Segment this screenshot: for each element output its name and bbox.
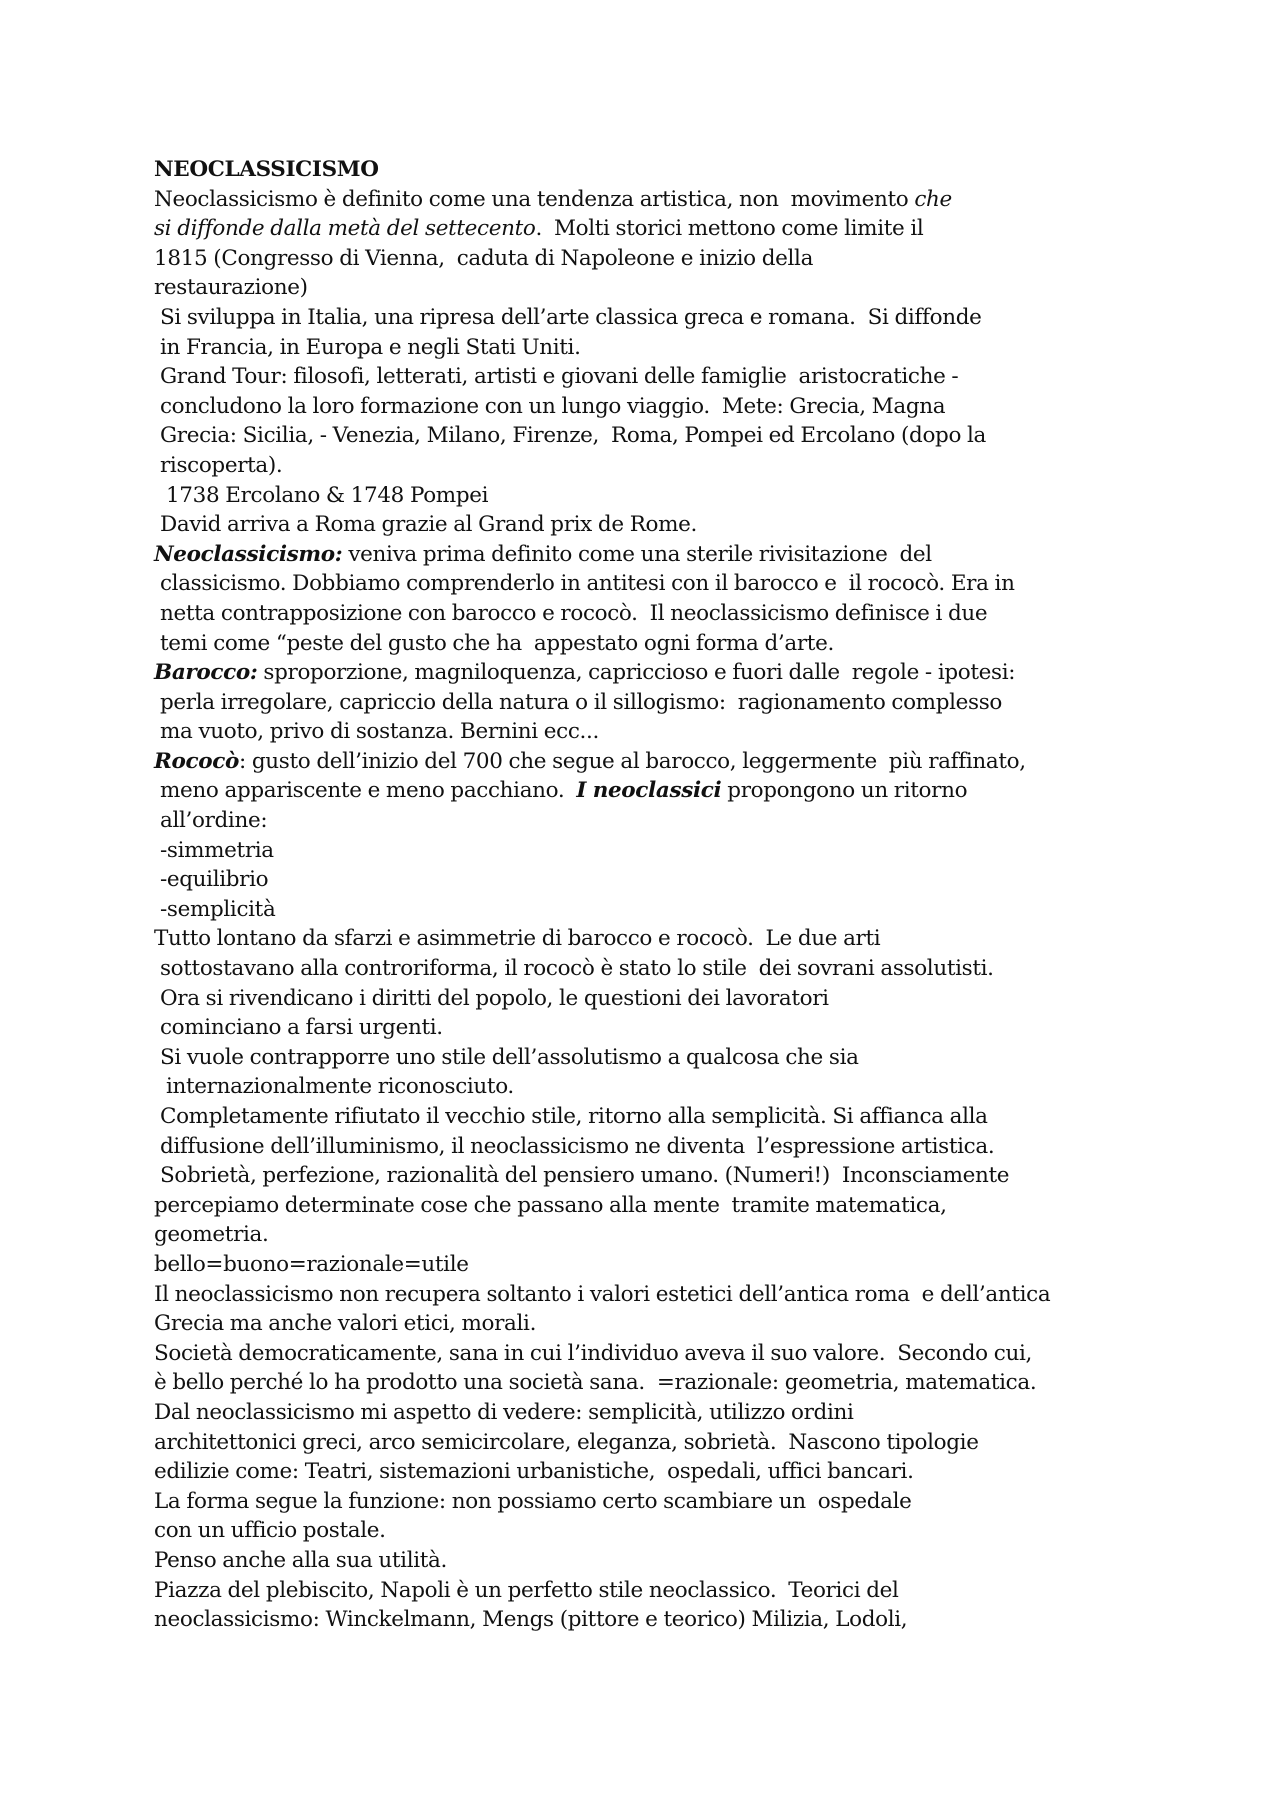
text-line (154, 1013, 1154, 1043)
text-line (154, 1398, 1154, 1428)
text-segment: all’ordine: (154, 808, 268, 834)
text-segment: : gusto dell’inizio del 700 che segue al barocco, leggermente più raffinato, (238, 748, 1026, 774)
text-segment: concludono la loro formazione con un lungo viaggio. Mete: Grecia, Magna (154, 393, 946, 419)
text-line (154, 510, 1154, 540)
text-segment: con un ufficio postale. (154, 1518, 386, 1544)
text-segment: La forma segue la funzione: non possiamo certo scambiare un ospedale (154, 1488, 912, 1514)
text-line (154, 658, 1154, 688)
text-segment: -simmetria (154, 837, 274, 863)
text-segment: geometria. (154, 1222, 269, 1248)
text-line (154, 836, 1154, 866)
emphasized-term: I neoclassici (576, 778, 722, 804)
text-line (154, 392, 1154, 422)
text-line (154, 1309, 1154, 1339)
text-segment: Grand Tour: filosofi, letterati, artisti e giovani delle famiglie aristocratiche - (154, 364, 959, 390)
text-line (154, 451, 1154, 481)
text-line (154, 1043, 1154, 1073)
text-segment: -equilibrio (154, 867, 269, 893)
text-segment: -semplicità (154, 896, 276, 922)
text-segment: 1815 (Congresso di Vienna, caduta di Napoleone e inizio della (154, 245, 814, 271)
text-segment: Ora si rivendicano i diritti del popolo, le questioni dei lavoratori (154, 985, 829, 1011)
text-segment: sproporzione, magniloquenza, capriccioso e fuori dalle regole - ipotesi: (257, 660, 1016, 686)
text-line (154, 1161, 1154, 1191)
text-segment: 1738 Ercolano & 1748 Pompei (154, 482, 489, 508)
text-line (154, 481, 1154, 511)
text-line (154, 1457, 1154, 1487)
text-segment: Il neoclassicismo non recupera soltanto i valori estetici dell’antica roma e dell’antica (154, 1281, 1051, 1307)
text-segment: Grecia ma anche valori etici, morali. (154, 1311, 537, 1337)
text-line (154, 1102, 1154, 1132)
emphasized-term: Barocco: (154, 660, 258, 686)
text-segment: neoclassicismo: Winckelmann, Mengs (pittore e teorico) Milizia, Lodoli, (154, 1607, 908, 1633)
text-line (154, 303, 1154, 333)
text-line (154, 540, 1154, 570)
text-line (154, 1487, 1154, 1517)
text-segment: Si sviluppa in Italia, una ripresa dell’arte classica greca e romana. Si diffonde (154, 304, 982, 330)
text-line (154, 214, 1154, 244)
italic-text: che (914, 186, 952, 212)
text-segment: Grecia: Sicilia, - Venezia, Milano, Firenze, Roma, Pompei ed Ercolano (dopo la (154, 423, 987, 449)
text-line (154, 1546, 1154, 1576)
text-segment: classicismo. Dobbiamo comprenderlo in antitesi con il barocco e il rococò. Era in (154, 571, 1015, 597)
text-line (154, 924, 1154, 954)
document-title: NEOCLASSICISMO (154, 157, 379, 182)
italic-text: si diffonde dalla metà del settecento (154, 216, 536, 242)
text-line (154, 362, 1154, 392)
text-line (154, 717, 1154, 747)
text-segment: veniva prima definito come una sterile rivisitazione del (342, 541, 932, 567)
text-line (154, 599, 1154, 629)
text-segment: Sobrietà, perfezione, razionalità del pensiero umano. (Numeri!) Inconsciamente (154, 1163, 1010, 1189)
text-line (154, 1132, 1154, 1162)
document-text (154, 185, 1154, 1635)
text-line (154, 1368, 1154, 1398)
text-segment: Società democraticamente, sana in cui l’individuo aveva il suo valore. Secondo cui, (154, 1340, 1032, 1366)
text-segment: riscoperta). (154, 452, 283, 478)
text-segment: perla irregolare, capriccio della natura o il sillogismo: ragionamento complesso (154, 689, 1002, 715)
text-line (154, 747, 1154, 777)
text-line (154, 1280, 1154, 1310)
text-segment: David arriva a Roma grazie al Grand prix de Rome. (154, 512, 698, 538)
text-line (154, 1191, 1154, 1221)
text-line (154, 333, 1154, 363)
text-segment: internazionalmente riconosciuto. (154, 1074, 514, 1100)
text-line (154, 244, 1154, 274)
text-line (154, 273, 1154, 303)
text-line (154, 1428, 1154, 1458)
text-segment: ma vuoto, privo di sostanza. Bernini ecc... (154, 719, 599, 745)
text-line (154, 865, 1154, 895)
text-segment: cominciano a farsi urgenti. (154, 1015, 443, 1041)
text-segment: è bello perché lo ha prodotto una società sana. =razionale: geometria, matematica. (154, 1370, 1037, 1396)
text-line (154, 895, 1154, 925)
text-segment: propongono un ritorno (721, 778, 968, 804)
text-line (154, 569, 1154, 599)
text-line (154, 1516, 1154, 1546)
text-line (154, 688, 1154, 718)
text-segment: Completamente rifiutato il vecchio stile, ritorno alla semplicità. Si affianca alla (154, 1104, 988, 1129)
text-segment: . Molti storici mettono come limite il (535, 216, 924, 242)
text-line (154, 421, 1154, 451)
text-segment: diffusione dell’illuminismo, il neoclassicismo ne diventa l’espressione artistica. (154, 1133, 995, 1159)
text-line (154, 1605, 1154, 1635)
text-segment: Penso anche alla sua utilità. (154, 1547, 448, 1573)
text-line (154, 1072, 1154, 1102)
text-line (154, 185, 1154, 215)
text-segment: edilizie come: Teatri, sistemazioni urbanistiche, ospedali, uffici bancari. (154, 1459, 914, 1485)
text-segment: percepiamo determinate cose che passano alla mente tramite matematica, (154, 1192, 947, 1218)
emphasized-term: Neoclassicismo: (154, 541, 343, 567)
text-segment: Dal neoclassicismo mi aspetto di vedere: semplicità, utilizzo ordini (154, 1399, 854, 1425)
text-segment: architettonici greci, arco semicircolare, eleganza, sobrietà. Nascono tipologie (154, 1429, 979, 1455)
text-line (154, 776, 1154, 806)
text-line (154, 1250, 1154, 1280)
document-body (154, 155, 1154, 1635)
text-line (154, 1220, 1154, 1250)
text-segment: restaurazione) (154, 275, 308, 301)
emphasized-term: Rococò (154, 748, 239, 774)
text-segment: temi come “peste del gusto che ha appestato ogni forma d’arte. (154, 630, 834, 656)
text-segment: sottostavano alla controriforma, il rococò è stato lo stile dei sovrani assolutisti. (154, 956, 994, 982)
text-line (154, 954, 1154, 984)
text-line (154, 629, 1154, 659)
text-line (154, 984, 1154, 1014)
text-segment: Piazza del plebiscito, Napoli è un perfetto stile neoclassico. Teorici del (154, 1577, 899, 1603)
text-segment: Si vuole contrapporre uno stile dell’assolutismo a qualcosa che sia (154, 1044, 859, 1070)
text-line (154, 1576, 1154, 1606)
text-line (154, 806, 1154, 836)
text-line (154, 1339, 1154, 1369)
text-segment: in Francia, in Europa e negli Stati Uniti. (154, 334, 581, 360)
text-segment: meno appariscente e meno pacchiano. (154, 778, 577, 804)
text-segment: Neoclassicismo è definito come una tendenza artistica, non movimento (154, 186, 915, 212)
text-segment: bello=buono=razionale=utile (154, 1251, 469, 1277)
text-segment: netta contrapposizione con barocco e rococò. Il neoclassicismo definisce i due (154, 600, 988, 626)
text-segment: Tutto lontano da sfarzi e asimmetrie di barocco e rococò. Le due arti (154, 926, 881, 952)
